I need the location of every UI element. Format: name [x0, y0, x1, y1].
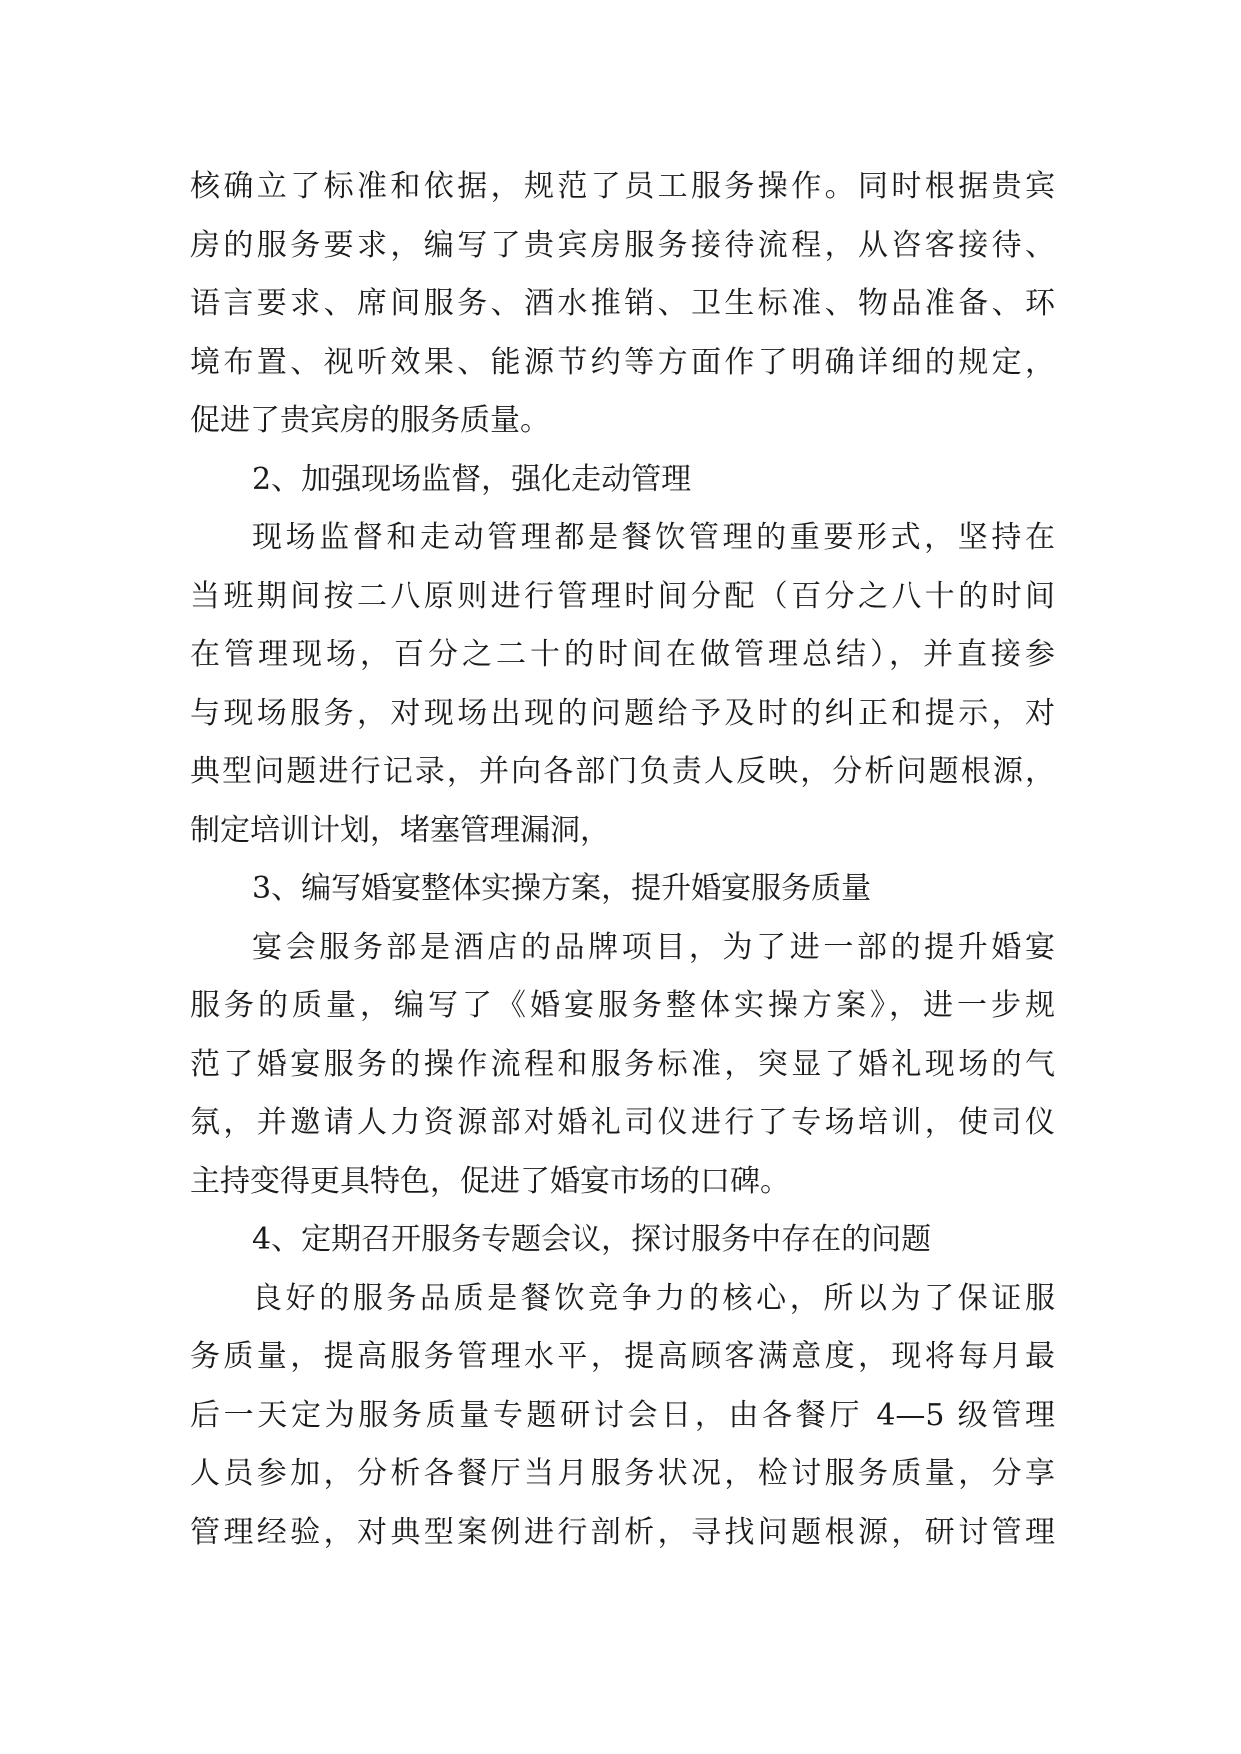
text-line: 人员参加，分析各餐厅当月服务状况，检讨服务质量，分享 [190, 1456, 1055, 1491]
text-line: 宴会服务部是酒店的品牌项目，为了进一部的提升婚宴 [252, 929, 1055, 965]
text-line: 良好的服务品质是餐饮竞争力的核心，所以为了保证服 [252, 1280, 1055, 1316]
text-line: 氛，并邀请人力资源部对婚礼司仪进行了专场培训，使司仪 [190, 1105, 1055, 1140]
body-paragraph [190, 919, 1055, 1212]
text-line: 服务的质量，编写了《婚宴服务整体实操方案》，进一步规 [190, 988, 1055, 1023]
section-heading [190, 1211, 1055, 1270]
body-paragraph [190, 1270, 1055, 1563]
text-line: 现场监督和走动管理都是餐饮管理的重要形式，坚持在 [252, 520, 1055, 555]
text-line: 境布置、视听效果、能源节约等方面作了明确详细的规定， [190, 344, 1055, 380]
text-line: 与现场服务，对现场出现的问题给予及时的纠正和提示，对 [190, 695, 1055, 731]
text-line: 务质量，提高服务管理水平，提高顾客满意度，现将每月最 [190, 1339, 1055, 1374]
text-line: 制定培训计划，堵塞管理漏洞， [190, 812, 610, 848]
text-line: 范了婚宴服务的操作流程和服务标准，突显了婚礼现场的气 [190, 1046, 1055, 1082]
text-line: 核确立了标准和依据，规范了员工服务操作。同时根据贵宾 [190, 169, 1055, 204]
body-paragraph [190, 509, 1055, 860]
text-line: 促进了贵宾房的服务质量。 [190, 403, 550, 438]
section-heading [190, 860, 1055, 919]
heading-text: 3、编写婚宴整体实操方案，提升婚宴服务质量 [252, 871, 872, 906]
text-line: 典型问题进行记录，并向各部门负责人反映，分析问题根源， [190, 754, 1055, 789]
text-line: 后一天定为服务质量专题研讨会日，由各餐厅 4—5 级管理 [190, 1397, 1055, 1433]
heading-text: 4、定期召开服务专题会议，探讨服务中存在的问题 [252, 1222, 932, 1257]
text-line: 主持变得更具特色，促进了婚宴市场的口碑。 [190, 1163, 790, 1199]
document-body [190, 158, 1055, 1562]
text-line: 房的服务要求，编写了贵宾房服务接待流程，从咨客接待、 [190, 227, 1055, 263]
text-line: 管理经验，对典型案例进行剖析，寻找问题根源，研讨管理 [190, 1514, 1055, 1550]
text-line: 当班期间按二八原则进行管理时间分配（百分之八十的时间 [190, 578, 1055, 614]
heading-text: 2、加强现场监督，强化走动管理 [252, 461, 692, 497]
text-line: 在管理现场，百分之二十的时间在做管理总结），并直接参 [190, 637, 1055, 672]
text-line: 语言要求、席间服务、酒水推销、卫生标准、物品准备、环 [190, 286, 1055, 321]
section-heading [190, 451, 1055, 510]
body-paragraph [190, 158, 1055, 451]
